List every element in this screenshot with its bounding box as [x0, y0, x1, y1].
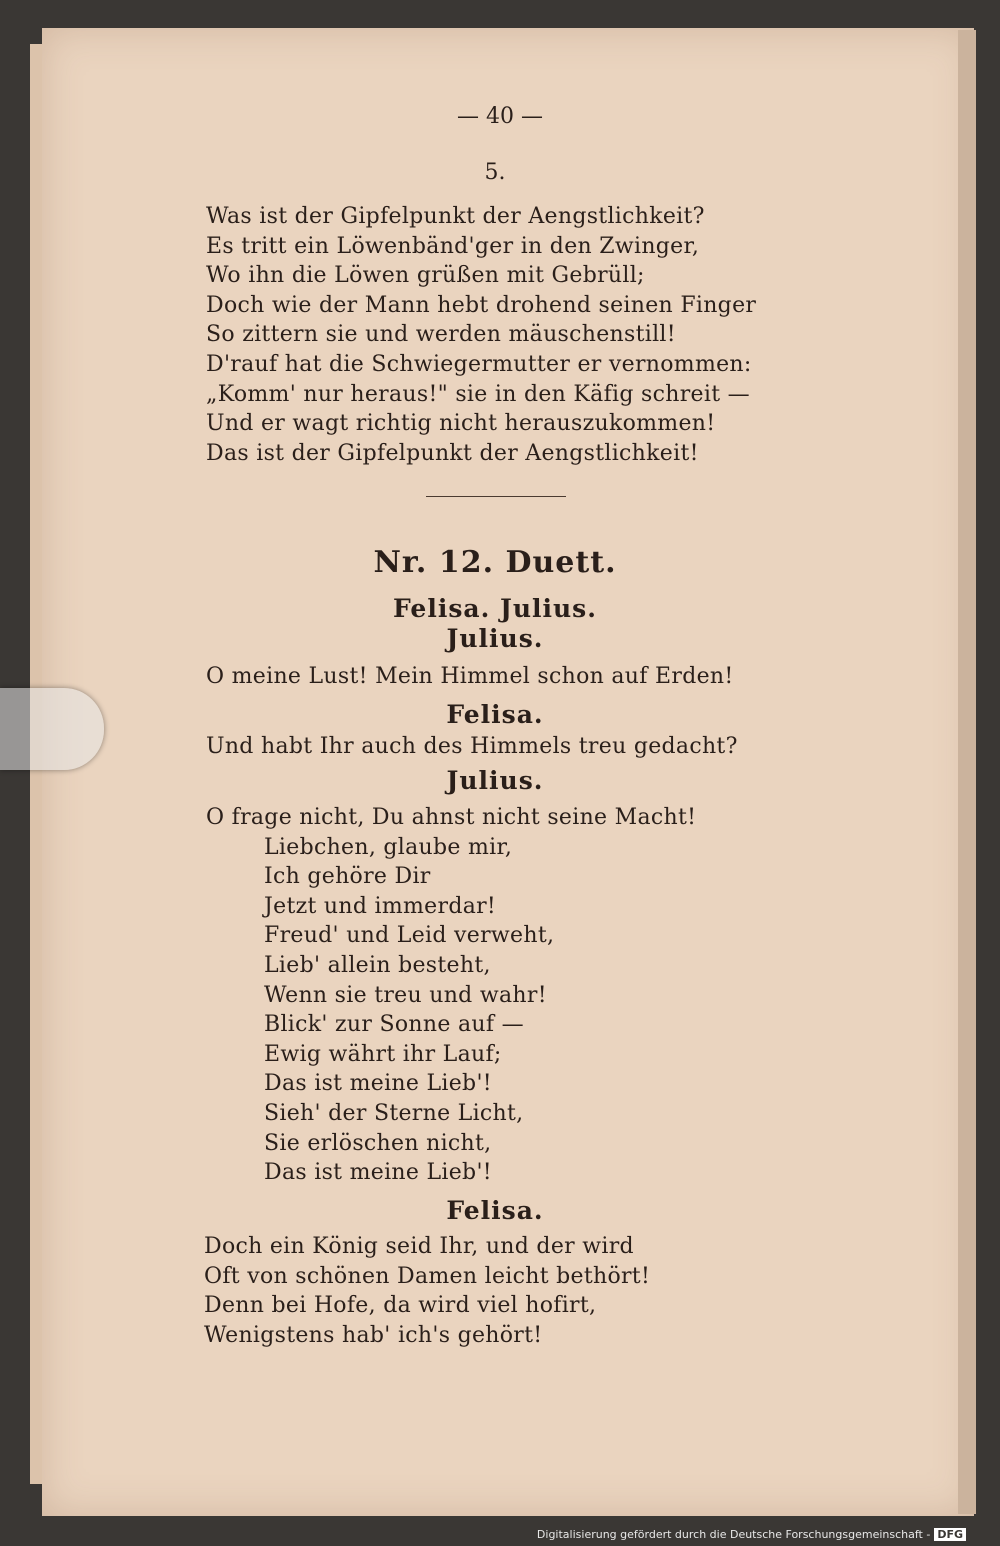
poem-line: Und er wagt richtig nicht herauszukommen!	[206, 411, 716, 437]
song-line: Ich gehöre Dir	[264, 864, 431, 890]
song-line: Das ist meine Lieb'!	[264, 1160, 492, 1186]
footer-text: Digitalisierung gefördert durch die Deutsche Forschungsgemeinschaft -	[536, 1528, 931, 1541]
section-number: 5.	[484, 160, 506, 185]
dialog-line: Und habt Ihr auch des Himmels treu gedacht?	[206, 734, 738, 759]
dialog-line: Doch ein König seid Ihr, und der wird	[204, 1234, 634, 1259]
song-line: Das ist meine Lieb'!	[264, 1071, 492, 1097]
poem-line: So zittern sie und werden mäuschenstill!	[206, 322, 676, 348]
song-line: Freud' und Leid verweht,	[264, 923, 555, 949]
poem-line: Das ist der Gipfelpunkt der Aengstlichkeit!	[206, 440, 699, 466]
song-line: Sie erlöschen nicht,	[264, 1130, 492, 1156]
dialog-line: Oft von schönen Damen leicht bethört!	[204, 1263, 651, 1289]
poem-line: D'rauf hat die Schwiegermutter er vernommen:	[206, 351, 752, 377]
poem-line: Es tritt ein Löwenbänd'ger in den Zwinger,	[206, 233, 700, 259]
song-line: Lieb' allein besteht,	[264, 952, 491, 978]
cast-list: Felisa. Julius.	[393, 594, 597, 623]
song-line: Blick' zur Sonne auf —	[264, 1012, 524, 1038]
song-line: Sieh' der Sterne Licht,	[264, 1100, 524, 1126]
song-line: Ewig währt ihr Lauf;	[264, 1041, 502, 1067]
poem-line: „Komm' nur heraus!" sie in den Käfig schreit —	[206, 381, 750, 407]
dialog-block	[204, 1232, 650, 1350]
song-line: Wenn sie treu und wahr!	[264, 982, 547, 1008]
page-number: — 40 —	[457, 104, 543, 129]
speaker-julius: Julius.	[446, 624, 544, 653]
song-line: Jetzt und immerdar!	[264, 893, 497, 919]
dialog-block	[206, 662, 734, 692]
dialog-block	[206, 732, 738, 762]
poem-line: Doch wie der Mann hebt drohend seinen Finger	[206, 292, 757, 318]
dialog-line: O meine Lust! Mein Himmel schon auf Erden!	[206, 664, 734, 689]
speaker-julius: Julius.	[446, 766, 544, 795]
speaker-felisa: Felisa.	[446, 700, 544, 729]
dialog-line: Wenigstens hab' ich's gehört!	[204, 1322, 543, 1348]
section-divider	[426, 496, 566, 497]
dialog-line: Denn bei Hofe, da wird viel hofirt,	[204, 1293, 597, 1319]
poem-line: Wo ihn die Löwen grüßen mit Gebrüll;	[206, 263, 645, 289]
poem	[206, 202, 756, 468]
duet-heading: Nr. 12. Duett.	[373, 545, 617, 580]
dfg-logo: DFG	[934, 1528, 966, 1541]
digitization-footer	[537, 1528, 966, 1541]
song-line: Liebchen, glaube mir,	[264, 834, 513, 860]
dialog-line: O frage nicht, Du ahnst nicht seine Macht!	[206, 805, 697, 830]
poem-line: Was ist der Gipfelpunkt der Aengstlichkeit?	[206, 204, 705, 229]
dialog-block	[206, 803, 696, 1188]
speaker-felisa: Felisa.	[446, 1196, 544, 1225]
